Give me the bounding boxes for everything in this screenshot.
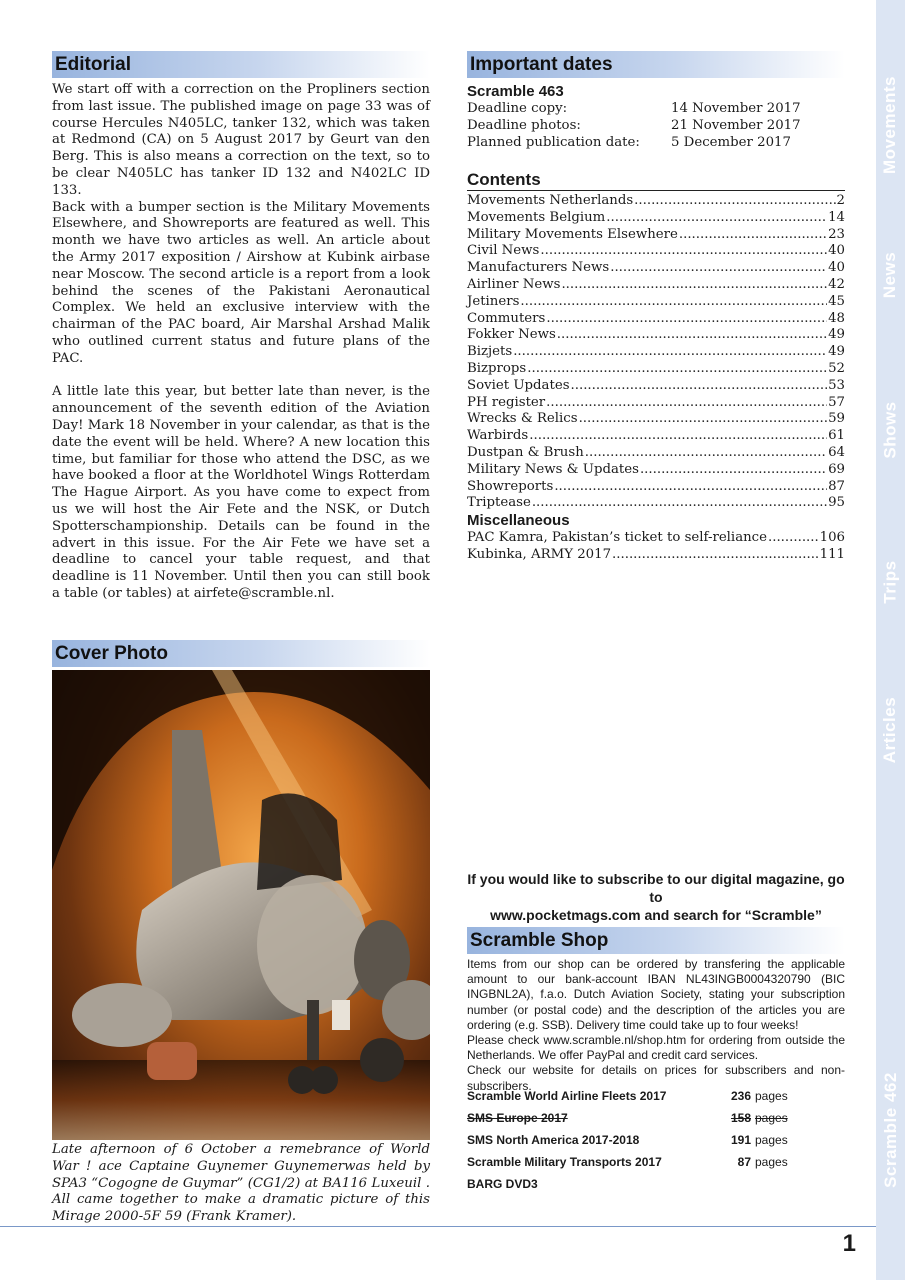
shop-item[interactable]: Scramble Military Transports 2017 87 pages <box>467 1155 788 1169</box>
sidebar-tab-trips: Trips <box>880 560 900 604</box>
date-label: Deadline photos: <box>467 117 581 133</box>
toc-item[interactable]: Wrecks & Relics ..... 59 <box>467 411 845 428</box>
toc-item[interactable]: PH register ..... 57 <box>467 395 845 412</box>
date-label: Deadline copy: <box>467 101 568 116</box>
toc-item[interactable]: Soviet Updates ..... 53 <box>467 378 845 395</box>
toc-item[interactable]: Fokker News ..... 49 <box>467 327 845 344</box>
table-of-contents <box>467 193 845 564</box>
shop-paragraph: Please check www.scramble.nl/shop.htm for ordering from outside the Netherlands. We offer PayPal and credit card services. <box>467 1033 845 1063</box>
toc-item[interactable]: Triptease ..... 95 <box>467 495 845 512</box>
sidebar-issue-label: Scramble 462 <box>880 1072 900 1188</box>
date-row <box>467 118 845 135</box>
scramble-shop-heading: Scramble Shop <box>467 927 845 954</box>
editorial-heading: Editorial <box>52 51 430 78</box>
sidebar-tab-articles: Articles <box>880 696 900 764</box>
editorial-paragraph: We start off with a correction on the Propliners section from last issue. The published image on page 33 was of course Hercules N405LC, tanker 132, which was taken at Redmond (CA) on 5 August 2017 by Geurt van den Berg. This is also means a correction on the text, so to be clear N405LC has tanker ID 132 and N402LC ID 133. <box>52 82 430 198</box>
shop-paragraph: Items from our shop can be ordered by transfering the applicable amount to our bank-account IBAN NL43INGB0004320790 (BIC INGBNL2A), f.a.o. Dutch Aviation Society, stating your subscription number (or postal code) and the description of the articles you are ordering (e.g. SSB). Delivery time could take up to four weeks! <box>467 957 845 1032</box>
toc-item[interactable]: Bizprops ..... 52 <box>467 361 845 378</box>
misc-heading: Miscellaneous <box>467 512 570 530</box>
shop-description <box>467 957 845 1094</box>
page-number: 1 <box>842 1230 856 1257</box>
date-value: 21 November 2017 <box>671 117 801 133</box>
toc-item[interactable]: Military Movements Elsewhere ..... 23 <box>467 227 845 244</box>
cover-photo-heading: Cover Photo <box>52 640 430 667</box>
section-sidebar <box>876 0 905 1280</box>
toc-item[interactable]: Airliner News ..... 42 <box>467 277 845 294</box>
toc-item[interactable]: Manufacturers News ..... 40 <box>467 260 845 277</box>
contents-heading: Contents <box>467 170 845 191</box>
date-row <box>467 101 845 118</box>
toc-item[interactable]: Movements Belgium ..... 14 <box>467 210 845 227</box>
cover-caption: Late afternoon of 6 October a remebrance of World War ! ace Captaine Guynemer Guynemerwas held by SPA3 “Cogogne de Guymar” (CG1/2) at BA116 Luxeuil . All came together to make a dramatic picture of this Mirage 2000-5F 59 (Frank Kramer). <box>52 1142 430 1225</box>
toc-misc-item[interactable]: Kubinka, ARMY 2017 ..... 111 <box>467 547 845 564</box>
sidebar-tab-news: News <box>880 251 900 299</box>
date-value: 5 December 2017 <box>671 134 791 150</box>
toc-item[interactable]: Dustpan & Brush ..... 64 <box>467 445 845 462</box>
toc-misc-item[interactable]: PAC Kamra, Pakistan’s ticket to self-reliance ..... 106 <box>467 530 845 547</box>
promo-line: If you would like to subscribe to our digital magazine, go to <box>467 871 845 905</box>
mirage-jet-illustration <box>52 670 430 1140</box>
toc-item[interactable]: Commuters ..... 48 <box>467 311 845 328</box>
digital-subscription-promo <box>467 870 845 924</box>
editorial-paragraph: A little late this year, but better late than never, is the announcement of the seventh edition of the Aviation Day! Mark 18 November in your calendar, as that is the date the event will be held. Where? A new location this time, but familiar for those who attend the DSC, as we have booked a floor at the Worldhotel Wings Rotterdam The Hague Airport. As you have come to expect from us we will host the Air Fete and the NSK, or Dutch Spotterschampionship. Details can be found in the advert in this issue. For the Air Fete we have set a deadline to cancel your table request, and that deadline is 11 November. Until then you can still book a table (or tables) at airfete@scramble.nl. <box>52 384 430 601</box>
date-value: 14 November 2017 <box>671 101 801 116</box>
editorial-paragraph: Back with a bumper section is the Military Movements Elsewhere, and Showreports are featured as well. This month we have two articles as well. An article about the Army 2017 exposition / Airshow at Kubink airbase near Moscow. The second article is a report from a look behind the scenes of the Pakistani Aeronautical Complex. We held an exclusive interview with the chairman of the PAC board, Air Marshal Arshad Malik who outlined current status and future plans of the PAC. <box>52 199 430 366</box>
toc-item[interactable]: Movements Netherlands ..... 2 <box>467 193 845 210</box>
shop-item[interactable]: Scramble World Airline Fleets 2017 236 pages <box>467 1089 788 1103</box>
shop-item[interactable]: BARG DVD3 <box>467 1177 538 1191</box>
toc-item[interactable]: Warbirds ..... 61 <box>467 428 845 445</box>
date-row <box>467 135 845 152</box>
footer-rule <box>0 1226 876 1227</box>
shop-item-sold-out[interactable]: SMS Europe 2017 158 pages <box>467 1111 788 1125</box>
toc-item[interactable]: Military News & Updates ..... 69 <box>467 462 845 479</box>
editorial-body <box>52 82 430 603</box>
cover-photo <box>52 670 430 1140</box>
toc-item[interactable]: Jetiners ..... 45 <box>467 294 845 311</box>
issue-label: Scramble 463 <box>467 83 564 100</box>
important-dates-heading: Important dates <box>467 51 845 78</box>
toc-item[interactable]: Civil News ..... 40 <box>467 243 845 260</box>
dates-table <box>467 101 845 151</box>
sidebar-tab-shows: Shows <box>880 401 900 459</box>
shop-item[interactable]: SMS North America 2017-2018 191 pages <box>467 1133 788 1147</box>
shop-paragraph: Check our website for details on prices for subscribers and non-subscribers. <box>467 1063 845 1093</box>
sidebar-tab-movements: Movements <box>880 75 900 175</box>
promo-line: www.pocketmags.com and search for “Scramble” <box>490 907 822 923</box>
date-label: Planned publication date: <box>467 134 640 150</box>
toc-item[interactable]: Showreports ..... 87 <box>467 479 845 496</box>
shop-items <box>467 1085 845 1195</box>
toc-item[interactable]: Bizjets ..... 49 <box>467 344 845 361</box>
